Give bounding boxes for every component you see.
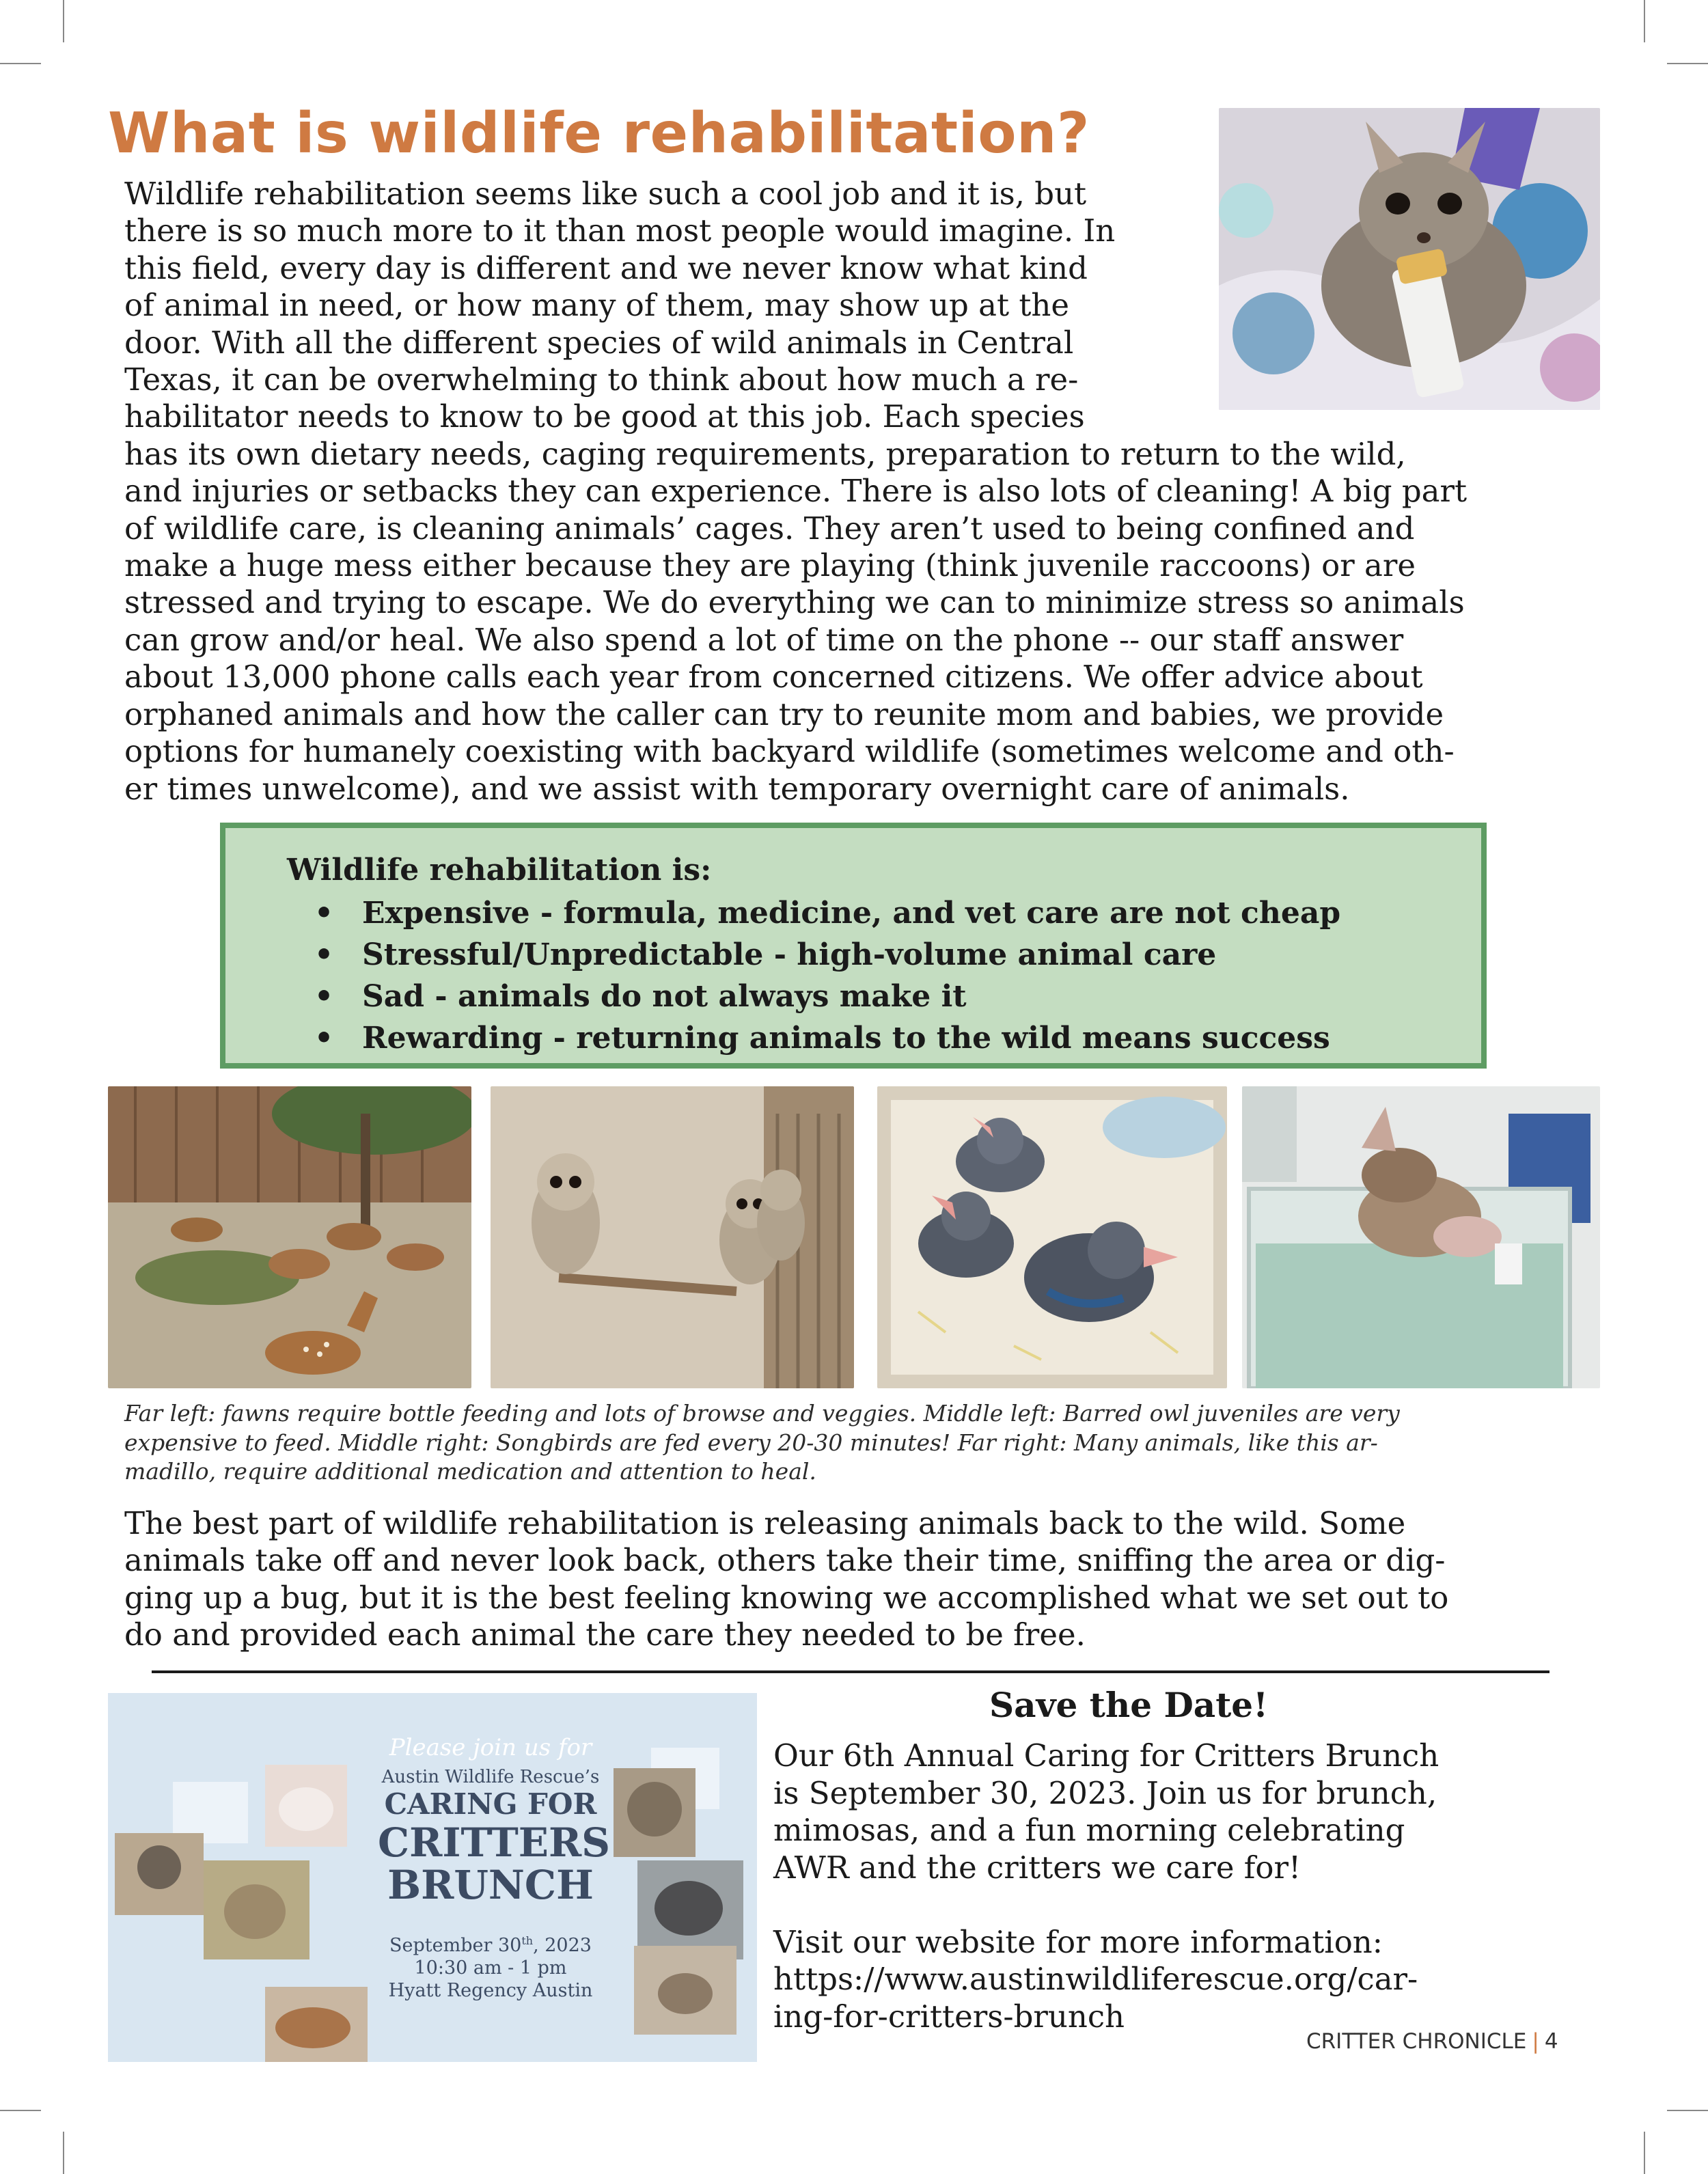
callout-box xyxy=(220,823,1487,1069)
bullet-icon: • xyxy=(314,896,334,931)
flyer-title-line: BRUNCH xyxy=(387,1862,594,1908)
text-line: mimosas, and a fun morning celebrating xyxy=(773,1812,1405,1848)
caption-line: madillo, require additional medication and attention to heal. xyxy=(124,1458,816,1485)
flyer-date-suffix: , 2023 xyxy=(533,1935,592,1956)
section-divider xyxy=(152,1670,1549,1673)
text-line: er times unwelcome), and we assist with temporary overnight care of animals. xyxy=(124,770,1350,807)
text-line: and injuries or setbacks they can experience. There is also lots of cleaning! A big part xyxy=(124,473,1468,510)
page-footer xyxy=(1306,2029,1558,2054)
website-link[interactable]: https://www.austinwildliferescue.org/car- xyxy=(773,1961,1418,1997)
text-line: is September 30, 2023. Join us for brunch, xyxy=(773,1774,1437,1811)
footer-separator: | xyxy=(1532,2029,1539,2054)
text-line: Texas, it can be overwhelming to think about how much a re- xyxy=(124,361,1079,398)
crop-mark xyxy=(1644,2132,1645,2174)
intro-paragraph xyxy=(124,176,1467,808)
text-line: door. With all the different species of wild animals in Central xyxy=(124,324,1074,361)
list-item-text: Sad - animals do not always make it xyxy=(362,979,967,1014)
text-line: this field, every day is different and we never know what kind xyxy=(124,249,1088,286)
text-line: Our 6th Annual Caring for Critters Brunch xyxy=(773,1737,1440,1774)
flyer-title-line: CRITTERS xyxy=(378,1819,611,1866)
page-number: 4 xyxy=(1544,2029,1558,2054)
list-item xyxy=(314,934,1340,976)
save-the-date-body xyxy=(773,1737,1439,2035)
armadillo-photo xyxy=(1242,1086,1600,1388)
text-line: can grow and/or heal. We also spend a lot of time on the phone -- our staff answer xyxy=(124,621,1404,658)
list-item-text: Expensive - formula, medicine, and vet care are not cheap xyxy=(362,896,1341,931)
closing-paragraph xyxy=(124,1505,1448,1654)
brunch-flyer xyxy=(108,1693,757,2062)
bullet-icon: • xyxy=(314,979,334,1014)
list-item xyxy=(314,892,1340,934)
text-line: The best part of wildlife rehabilitation is releasing animals back to the wild. Some xyxy=(124,1505,1406,1541)
flyer-organization: Austin Wildlife Rescue’s xyxy=(381,1767,600,1787)
list-item xyxy=(314,1017,1340,1059)
text-line xyxy=(773,1886,1439,1924)
text-line: do and provided each animal the care they needed to be free. xyxy=(124,1616,1086,1653)
text-line: Visit our website for more information: xyxy=(773,1923,1383,1960)
crop-mark xyxy=(1644,0,1645,42)
crop-mark xyxy=(0,2110,41,2111)
flyer-date-sup: th xyxy=(521,1934,534,1947)
website-link[interactable]: ing-for-critters-brunch xyxy=(773,1998,1125,2035)
flyer-text xyxy=(378,1734,611,2002)
crop-mark xyxy=(1667,2110,1708,2111)
text-line: orphaned animals and how the caller can try to reunite mom and babies, we provide xyxy=(124,696,1444,732)
text-line: Wildlife rehabilitation seems like such a cool job and it is, but xyxy=(124,176,1087,212)
bullet-icon: • xyxy=(314,937,334,972)
bullet-icon: • xyxy=(314,1021,334,1056)
text-line: make a huge mess either because they are playing (think juvenile raccoons) or are xyxy=(124,547,1416,584)
flyer-date xyxy=(378,1929,603,1957)
text-line: there is so much more to it than most people would imagine. In xyxy=(124,212,1116,249)
fawns-photo xyxy=(108,1086,471,1388)
text-line: ging up a bug, but it is the best feeling knowing we accomplished what we set out to xyxy=(124,1579,1449,1616)
text-line: stressed and trying to escape. We do everything we can to minimize stress so animals xyxy=(124,584,1465,621)
text-line: of animal in need, or how many of them, may show up at the xyxy=(124,287,1070,324)
flyer-venue: Hyatt Regency Austin xyxy=(388,1980,593,2001)
text-line: AWR and the critters we care for! xyxy=(773,1849,1301,1886)
photo-caption xyxy=(124,1399,1400,1487)
caption-line: Far left: fawns require bottle feeding and lots of browse and veggies. Middle left: Barred owl juveniles are very xyxy=(124,1400,1400,1427)
publication-name: CRITTER CHRONICLE xyxy=(1306,2029,1527,2054)
crop-mark xyxy=(0,63,41,64)
crop-mark xyxy=(1667,63,1708,64)
save-the-date-title: Save the Date! xyxy=(989,1685,1269,1725)
text-line: habilitator needs to know to be good at this job. Each species xyxy=(124,398,1085,435)
text-line: animals take off and never look back, others take their time, sniffing the area or dig- xyxy=(124,1542,1446,1579)
callout-list xyxy=(314,892,1340,1059)
flyer-invite: Please join us for xyxy=(389,1734,592,1761)
article-title: What is wildlife rehabilitation? xyxy=(108,101,1090,166)
caption-line: expensive to feed. Middle right: Songbirds are fed every 20-30 minutes! Far right: Many animals, like this ar- xyxy=(124,1429,1378,1456)
crop-mark xyxy=(63,0,64,42)
crop-mark xyxy=(63,2132,64,2174)
flyer-title-line: CARING FOR xyxy=(384,1787,597,1821)
text-line: has its own dietary needs, caging requirements, preparation to return to the wild, xyxy=(124,435,1406,472)
text-line: about 13,000 phone calls each year from concerned citizens. We offer advice about xyxy=(124,659,1423,696)
list-item-text: Rewarding - returning animals to the wild means success xyxy=(362,1021,1330,1056)
list-item xyxy=(314,976,1340,1017)
flyer-date-prefix: September 30 xyxy=(389,1935,522,1956)
text-line: options for humanely coexisting with backyard wildlife (sometimes welcome and oth- xyxy=(124,733,1455,770)
list-item-text: Stressful/Unpredictable - high-volume animal care xyxy=(362,937,1217,972)
text-line: of wildlife care, is cleaning animals’ cages. They aren’t used to being confined and xyxy=(124,510,1415,547)
barred-owls-photo xyxy=(491,1086,854,1388)
songbirds-photo xyxy=(877,1086,1227,1388)
callout-heading: Wildlife rehabilitation is: xyxy=(287,853,712,888)
flyer-time: 10:30 am - 1 pm xyxy=(414,1957,567,1979)
